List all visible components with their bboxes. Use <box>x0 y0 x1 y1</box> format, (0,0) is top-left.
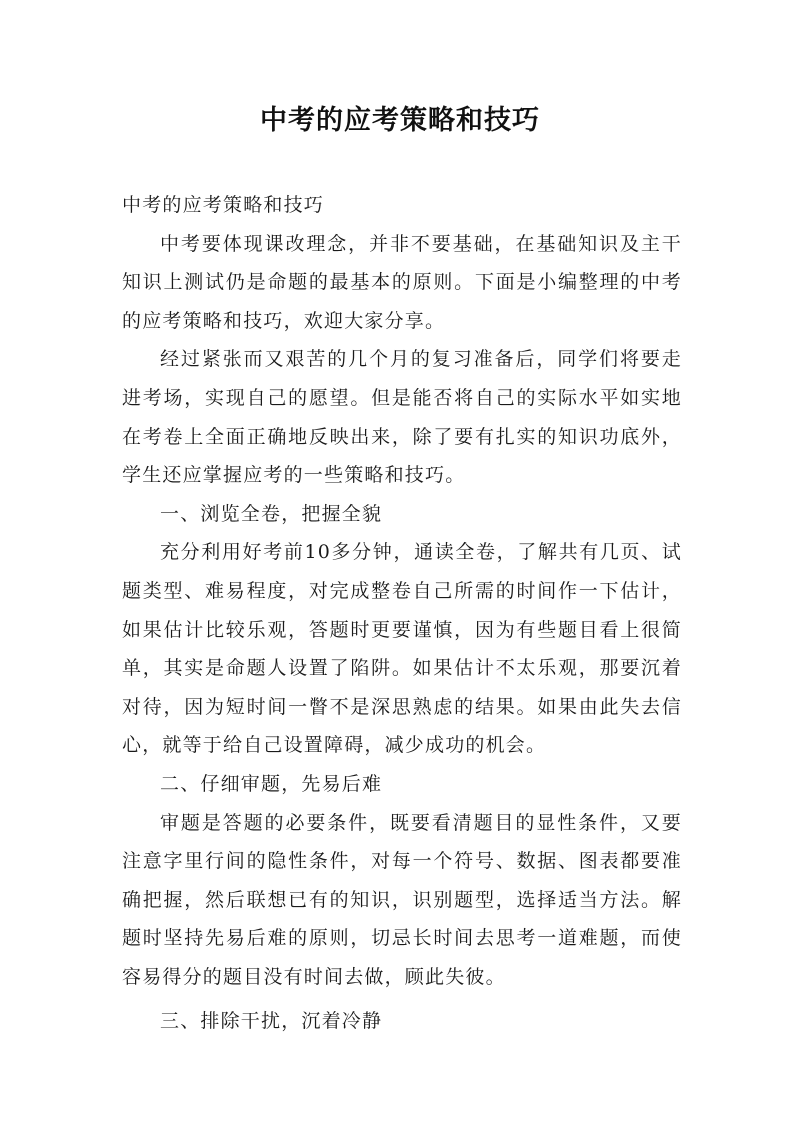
section-body-review: 审题是答题的必要条件，既要看清题目的显性条件，又要注意字里行间的隐性条件，对每一个符号、数据、图表都要准确把握，然后联想已有的知识，识别题型，选择适当方法。解题时坚持先易后难的原则，切忌长时间去思考一道难题，而使容易得分的题目没有时间去做，顾此失彼。 <box>122 811 682 988</box>
document-subtitle: 中考的应考策略和技巧 <box>122 194 325 216</box>
context-paragraph: 经过紧张而又艰苦的几个月的复习准备后，同学们将要走进考场，实现自己的愿望。但是能否将自己的实际水平如实地在考卷上全面正确地反映出来，除了要有扎实的知识功底外，学生还应掌握应考的一些策略和技巧。 <box>122 348 682 487</box>
intro-paragraph: 中考要体现课改理念，并非不要基础，在基础知识及主干知识上测试仍是命题的最基本的原则。下面是小编整理的中考的应考策略和技巧，欢迎大家分享。 <box>122 232 682 332</box>
section-heading-browse: 一、浏览全卷，把握全貌 <box>160 502 383 525</box>
document-body <box>122 186 682 1041</box>
section-heading-calm: 三、排除干扰，沉着冷静 <box>160 1010 383 1033</box>
section-body-browse: 充分利用好考前10多分钟，通读全卷，了解共有几页、试题类型、难易程度，对完成整卷自己所需的时间作一下估计，如果估计比较乐观，答题时更要谨慎，因为有些题目看上很简单，其实是命题人设置了陷阱。如果估计不太乐观，那要沉着对待，因为短时间一瞥不是深思熟虑的结果。如果由此失去信心，就等于给自己设置障碍，减少成功的机会。 <box>122 541 682 757</box>
section-heading-review: 二、仔细审题，先易后难 <box>160 772 383 795</box>
document-title: 中考的应考策略和技巧 <box>260 105 540 136</box>
